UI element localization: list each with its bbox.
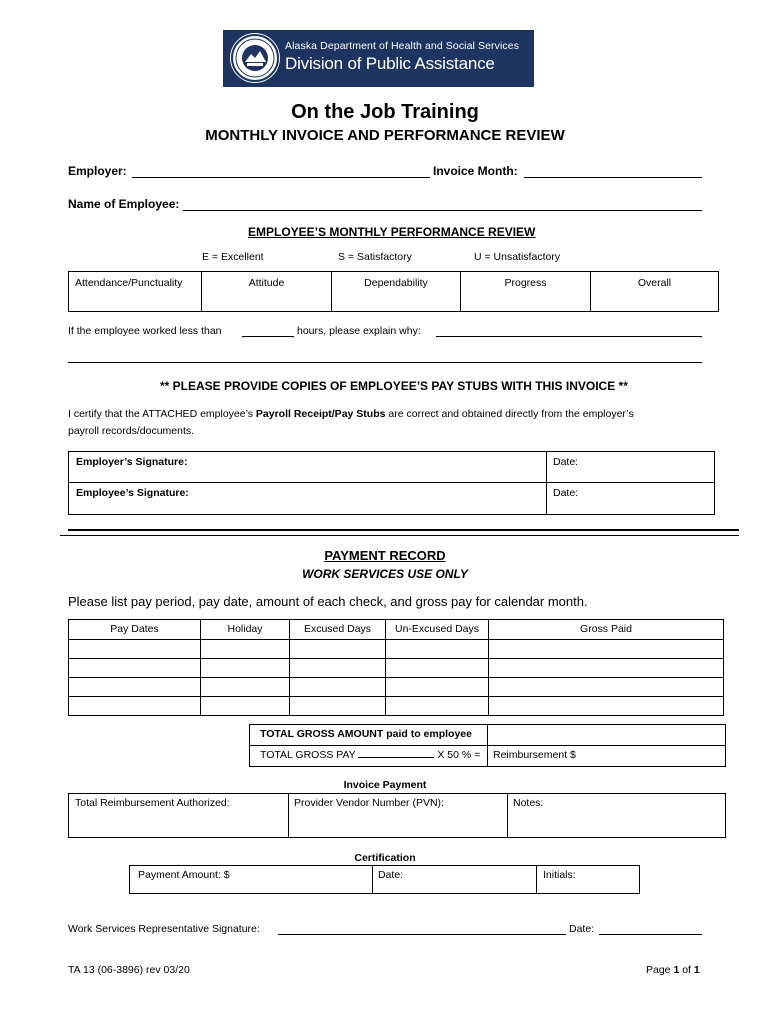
total-gross-amount-label: TOTAL GROSS AMOUNT paid to employee (250, 725, 488, 746)
pay-cell[interactable] (386, 659, 489, 678)
pay-col-excused: Excused Days (290, 620, 386, 640)
legend-unsatisfactory: U = Unsatisfactory (474, 251, 561, 263)
paystubs-notice: ** PLEASE PROVIDE COPIES OF EMPLOYEE’S PAY STUBS WITH THIS INVOICE ** (160, 379, 628, 393)
review-col-progress[interactable]: Progress (461, 272, 591, 312)
employee-name-label: Name of Employee: (68, 197, 180, 211)
table-row (69, 678, 724, 697)
divider-top (68, 529, 739, 531)
payment-amount-field[interactable]: Payment Amount: $ (130, 866, 373, 894)
table-row (69, 697, 724, 716)
pay-cell[interactable] (69, 697, 201, 716)
ws-rep-date-field[interactable] (599, 922, 702, 935)
legend-satisfactory: S = Satisfactory (338, 251, 412, 263)
employer-field[interactable] (132, 163, 430, 178)
payment-record-heading: PAYMENT RECORD (324, 548, 446, 563)
invoice-month-field[interactable] (524, 163, 702, 178)
performance-review-table (68, 271, 719, 312)
logo-division: Division of Public Assistance (285, 54, 495, 73)
pay-cell[interactable] (290, 678, 386, 697)
employer-label: Employer: (68, 164, 127, 178)
review-heading: EMPLOYEE’S MONTHLY PERFORMANCE REVIEW (248, 225, 536, 239)
page-number: Page 1 of 1 (646, 964, 700, 976)
pay-cell[interactable] (489, 678, 724, 697)
invoice-month-label: Invoice Month: (433, 164, 518, 178)
ws-rep-date-label: Date: (569, 923, 595, 935)
pay-cell[interactable] (489, 697, 724, 716)
certify-line1: I certify that the ATTACHED employee’s Payroll Receipt/Pay Stubs are correct and obtained directly from the employer’s (68, 408, 634, 420)
pay-cell[interactable] (69, 678, 201, 697)
employee-signature-date[interactable]: Date: (547, 483, 715, 515)
review-col-overall[interactable]: Overall (591, 272, 719, 312)
pay-cell[interactable] (201, 659, 290, 678)
ws-rep-signature-label: Work Services Representative Signature: (68, 923, 260, 935)
total-reimbursement-field[interactable]: Total Reimbursement Authorized: (69, 794, 289, 838)
pay-col-holiday: Holiday (201, 620, 290, 640)
invoice-payment-heading: Invoice Payment (343, 779, 427, 791)
logo-department: Alaska Department of Health and Social Services (285, 40, 520, 52)
pay-cell[interactable] (290, 640, 386, 659)
initials-field[interactable]: Initials: (537, 866, 640, 894)
employee-name-field[interactable] (183, 196, 702, 211)
pay-cell[interactable] (386, 640, 489, 659)
table-row (69, 640, 724, 659)
totals-table (249, 724, 726, 767)
pay-cell[interactable] (290, 697, 386, 716)
review-col-attendance[interactable]: Attendance/Punctuality (69, 272, 202, 312)
reimbursement-field[interactable]: Reimbursement $ (488, 746, 726, 767)
form-title: On the Job Training (291, 101, 479, 123)
pay-instructions: Please list pay period, pay date, amount of each check, and gross pay for calendar month. (68, 594, 588, 609)
pay-cell[interactable] (386, 678, 489, 697)
pay-table (68, 619, 724, 716)
explain-field[interactable] (436, 324, 702, 337)
pay-cell[interactable] (201, 678, 290, 697)
employee-signature-field[interactable]: Employee’s Signature: (69, 483, 547, 515)
certification-date-field[interactable]: Date: (373, 866, 537, 894)
pay-col-gross: Gross Paid (489, 620, 724, 640)
pay-cell[interactable] (69, 640, 201, 659)
review-col-attitude[interactable]: Attitude (202, 272, 332, 312)
certification-heading: Certification (354, 852, 416, 864)
total-gross-pay-cell[interactable]: TOTAL GROSS PAY X 50 % = (250, 746, 488, 767)
pay-cell[interactable] (201, 697, 290, 716)
hours-text-b: hours, please explain why: (297, 325, 421, 337)
ws-rep-signature-field[interactable] (278, 922, 566, 935)
explain-field-line2[interactable] (68, 350, 702, 363)
invoice-payment-table (68, 793, 726, 838)
pay-cell[interactable] (290, 659, 386, 678)
signature-table (68, 451, 715, 515)
legend-excellent: E = Excellent (202, 251, 264, 263)
pay-cell[interactable] (386, 697, 489, 716)
work-services-heading: WORK SERVICES USE ONLY (302, 567, 468, 581)
notes-field[interactable]: Notes: (508, 794, 726, 838)
alaska-seal-icon (231, 34, 279, 82)
hours-field[interactable] (242, 324, 294, 337)
pvn-field[interactable]: Provider Vendor Number (PVN): (289, 794, 508, 838)
pay-cell[interactable] (489, 659, 724, 678)
certify-line2: payroll records/documents. (68, 425, 195, 437)
employer-signature-field[interactable]: Employer’s Signature: (69, 452, 547, 483)
divider-bottom (60, 535, 739, 536)
pay-col-dates: Pay Dates (69, 620, 201, 640)
total-gross-amount-field[interactable] (488, 725, 726, 746)
form-subtitle: MONTHLY INVOICE AND PERFORMANCE REVIEW (205, 127, 565, 144)
pay-col-unexcused: Un-Excused Days (386, 620, 489, 640)
form-number: TA 13 (06-3896) rev 03/20 (68, 964, 190, 976)
employer-signature-date[interactable]: Date: (547, 452, 715, 483)
review-col-dependability[interactable]: Dependability (332, 272, 461, 312)
pay-cell[interactable] (69, 659, 201, 678)
hours-text-a: If the employee worked less than (68, 325, 222, 337)
pay-cell[interactable] (201, 640, 290, 659)
pay-cell[interactable] (489, 640, 724, 659)
certification-table (129, 865, 640, 894)
table-row (69, 659, 724, 678)
agency-logo (223, 30, 534, 87)
